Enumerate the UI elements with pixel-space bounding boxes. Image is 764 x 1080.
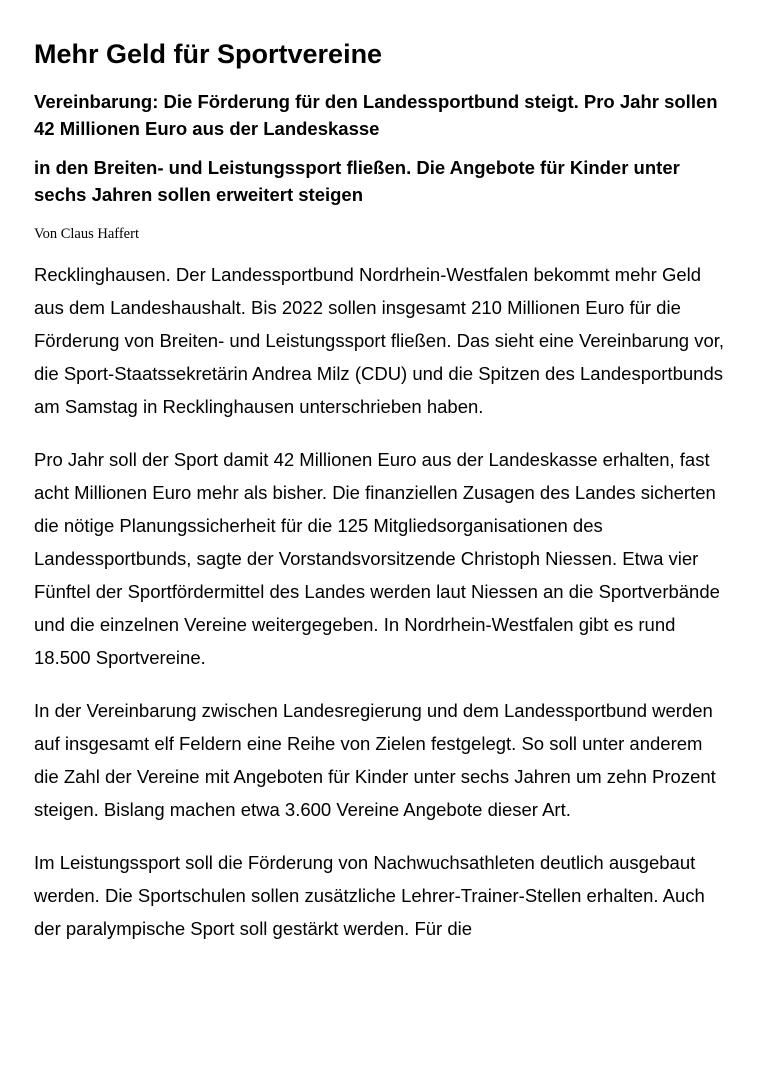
article-teaser-1: Vereinbarung: Die Förderung für den Landessportbund steigt. Pro Jahr sollen 42 Millionen Euro aus der Landeskasse <box>34 91 718 139</box>
article-paragraph-1: Recklinghausen. Der Landessportbund Nordrhein-Westfalen bekommt mehr Geld aus dem Landeshaushalt. Bis 2022 sollen insgesamt 210 Millionen Euro für die Förderung von Breiten- und Leistungssport fließen. Das sieht eine Vereinbarung vor, die Sport-Staatssekretärin Andrea Milz (CDU) und die Spitzen des Landesportbunds am Samstag in Recklinghausen unterschrieben haben. <box>34 264 725 417</box>
article-headline: Mehr Geld für Sportvereine <box>34 39 383 69</box>
article-paragraph-3: In der Vereinbarung zwischen Landesregierung und dem Landessportbund werden auf insgesamt elf Feldern eine Reihe von Zielen festgelegt. So soll unter anderem die Zahl der Vereine mit Angeboten für Kinder unter sechs Jahren um zehn Prozent steigen. Bislang machen etwa 3.600 Vereine Angebote dieser Art. <box>34 700 716 820</box>
article-teaser-2: in den Breiten- und Leistungssport fließen. Die Angebote für Kinder unter sechs Jahren sollen erweitert steigen <box>34 157 680 205</box>
article-paragraph-2: Pro Jahr soll der Sport damit 42 Millionen Euro aus der Landeskasse erhalten, fast acht Millionen Euro mehr als bisher. Die finanziellen Zusagen des Landes sicherten die nötige Planungssicherheit für die 125 Mitgliedsorganisationen des Landessportbunds, sagte der Vorstandsvorsitzende Christoph Niessen. Etwa vier Fünftel der Sportfördermittel des Landes werden laut Niessen an die Sportverbände und die einzelnen Vereine weitergegeben. In Nordrhein-Westfalen gibt es rund 18.500 Sportvereine. <box>34 449 720 668</box>
article-paragraph-4: Im Leistungssport soll die Förderung von Nachwuchsathleten deutlich ausgebaut werden. Die Sportschulen sollen zusätzliche Lehrer-Trainer-Stellen erhalten. Auch der paralympische Sport soll gestärkt werden. Für die <box>34 852 705 939</box>
article-byline: Von Claus Haffert <box>34 226 139 242</box>
